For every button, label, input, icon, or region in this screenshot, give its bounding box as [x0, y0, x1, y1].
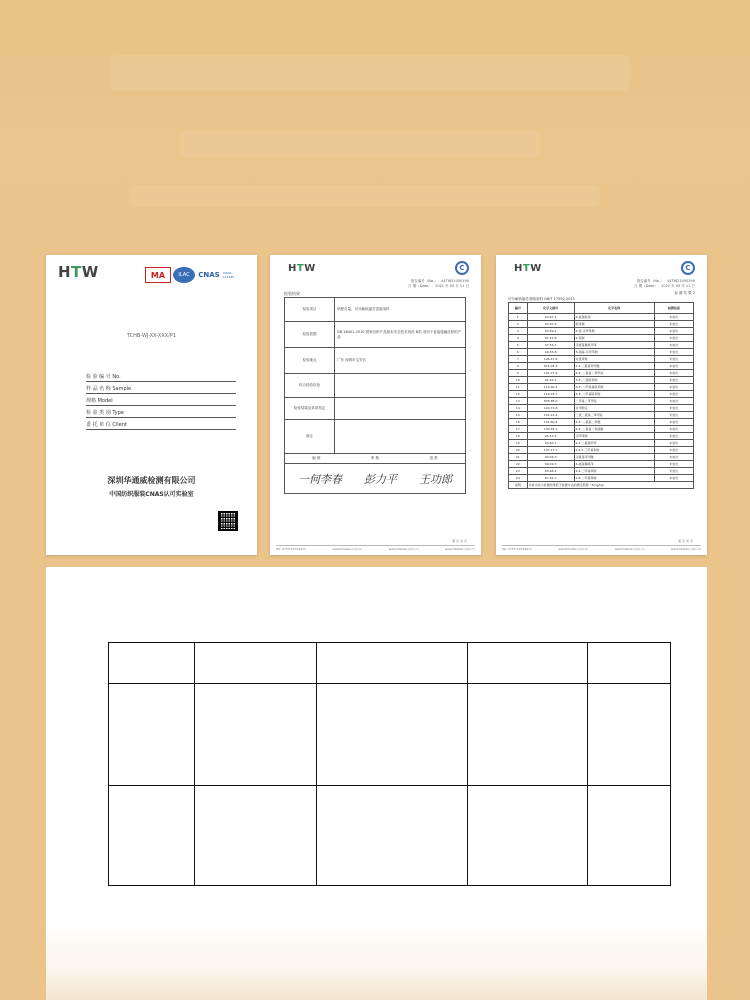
table-cell: 2: [509, 321, 528, 328]
hero-background: [0, 0, 750, 250]
hero-ghost-block: [130, 185, 600, 207]
hero-ghost-block: [110, 55, 630, 91]
table-cell: 101-80-4: [527, 419, 574, 426]
table-cell: 未检出: [654, 419, 693, 426]
table-cell: 95-68-1: [527, 468, 574, 475]
table-row: [509, 356, 694, 363]
table-cell: 92-67-1: [527, 314, 574, 321]
table-cell: [588, 684, 671, 786]
sign-label: 编 制: [312, 456, 321, 460]
table-cell: 未检出: [654, 440, 693, 447]
footer-item: Tel: 0755-29744471: [276, 547, 306, 551]
hero-ghost-block: [180, 130, 540, 158]
field-report-no: 检 验 编 号 No.: [86, 373, 236, 382]
table-cell: 11: [509, 384, 528, 391]
footer-item: www.htwlab.com.cn: [332, 547, 363, 551]
table-cell: 未检出: [654, 314, 693, 321]
signature: 王功郎: [419, 472, 452, 486]
footer-item: www.htwlab.com.cn: [670, 547, 701, 551]
table-row: [109, 786, 671, 886]
table-cell: 139-65-1: [527, 426, 574, 433]
table-cell: 未检出: [654, 391, 693, 398]
note-label: 说明: [509, 482, 528, 489]
table-cell: [195, 786, 317, 886]
table-cell: 4,4'-二氨基二苯硫醚: [574, 426, 654, 433]
table-cell: 8: [509, 363, 528, 370]
report-number: 报告编号（No.）：44TW21050190: [636, 279, 695, 283]
table-cell: 97-56-3: [527, 342, 574, 349]
table-cell: 101-77-9: [527, 370, 574, 377]
cell-value: GB 18401-2010 国家纺织产品基本安全技术规范 B类 适用于直接接触皮肤的产品: [335, 322, 466, 348]
table-cell: 未检出: [654, 384, 693, 391]
table-cell: 联苯胺: [574, 321, 654, 328]
field-sample-name: 样 品 名 称 Sample: [86, 385, 236, 394]
table-cell: 未检出: [654, 321, 693, 328]
table-cell: 未检出: [654, 342, 693, 349]
header-cell: [317, 643, 468, 684]
table-cell: 2,4-二氨基甲苯: [574, 440, 654, 447]
table-cell: [195, 684, 317, 786]
table-row: [509, 349, 694, 356]
table-cell: 95-80-7: [527, 440, 574, 447]
table-row: [509, 391, 694, 398]
report-number: 报告编号（No.）：44TW21050190: [410, 279, 469, 283]
table-cell: 91-94-1: [527, 377, 574, 384]
table-row: [509, 398, 694, 405]
table-cell: 19: [509, 440, 528, 447]
table-row: [509, 454, 694, 461]
certification-logos: [145, 267, 245, 283]
signature: 彭力平: [364, 472, 397, 486]
cell-label: 检验依据: [285, 322, 335, 348]
sign-label: 批 准: [429, 456, 438, 460]
table-cell: 60-09-3: [527, 461, 574, 468]
table-cell: 92-87-5: [527, 321, 574, 328]
footer-item: Tel: 0755-29744471: [502, 547, 532, 551]
results-table-body: [509, 314, 694, 482]
table-cell: 5-硝基-邻甲苯胺: [574, 349, 654, 356]
sign-label-row: [285, 454, 466, 464]
table-cell: 未检出: [654, 370, 693, 377]
table-cell: 4-氨基联苯: [574, 314, 654, 321]
table-cell: 2,4,5-三甲基苯胺: [574, 447, 654, 454]
bottom-fade: [46, 920, 707, 1000]
table-cell: 20: [509, 447, 528, 454]
report-date: 日 期（Date）：2021 年 05 月 11 日: [634, 284, 695, 288]
table-row: [509, 440, 694, 447]
table-cell: 95-69-2: [527, 328, 574, 335]
cell-value: [335, 374, 466, 398]
table-cell: 未检出: [654, 433, 693, 440]
table-row: [509, 433, 694, 440]
column-header: 化学文摘号: [527, 303, 574, 314]
table-row: [509, 461, 694, 468]
company-name: 深圳华通威检测有限公司: [107, 476, 196, 485]
field-test-type: 检 验 类 别 Type: [86, 409, 236, 418]
sign-label: 审 核: [370, 456, 380, 460]
field-model: 规格 Model: [86, 397, 236, 406]
report-meta: [634, 279, 695, 289]
table-cell: 二氯二氨基二苯甲烷: [574, 412, 654, 419]
note-text: 未检出表示检测结果低于检测方法的测定低限（5mg/kg）: [527, 482, 693, 489]
table-cell: 106-47-8: [527, 356, 574, 363]
table-row: [509, 342, 694, 349]
table-cell: 未检出: [654, 335, 693, 342]
table-header-row: [109, 643, 671, 684]
table-cell: 2-萘胺: [574, 335, 654, 342]
cell-label: 备注: [285, 420, 335, 454]
table-row: [509, 405, 694, 412]
table-cell: 未检出: [654, 405, 693, 412]
table-row: [509, 412, 694, 419]
table-cell: 120-71-8: [527, 405, 574, 412]
table-cell: 6: [509, 349, 528, 356]
table-cell: 24: [509, 475, 528, 482]
report-meta: [408, 279, 469, 289]
table-cell: 邻氨基偶氮甲苯: [574, 342, 654, 349]
table-cell: 119-90-4: [527, 384, 574, 391]
table-cell: 14: [509, 405, 528, 412]
footer-item: www.htwlab.com.cn: [388, 547, 419, 551]
table-cell: 23: [509, 468, 528, 475]
results-heading: 检 测 结 果 2: [674, 291, 695, 295]
table-cell: 未检出: [654, 468, 693, 475]
summary-table: [284, 297, 466, 494]
cell-label: 检验地点: [285, 348, 335, 374]
table-row: [509, 447, 694, 454]
table-row: [109, 684, 671, 786]
table-cell: 95-53-4: [527, 433, 574, 440]
table-cell: 未检出: [654, 475, 693, 482]
table-cell: 21: [509, 454, 528, 461]
table-cell: 未检出: [654, 363, 693, 370]
table-cell: 99-55-8: [527, 349, 574, 356]
field-client: 委 托 单 位 Client: [86, 421, 236, 430]
table-cell: 91-59-8: [527, 335, 574, 342]
page-footer: [276, 545, 475, 551]
table-row: [509, 370, 694, 377]
page-number: 第 页 共 页: [452, 539, 467, 543]
table-cell: 4: [509, 335, 528, 342]
table-cell: 101-14-4: [527, 412, 574, 419]
cell-value: 甲醛含量、可分解致癌芳香胺染料: [335, 298, 466, 322]
section-heading: 检验结果: [284, 291, 300, 296]
cma-logo: MA: [145, 267, 171, 283]
table-cell: 7: [509, 356, 528, 363]
cell-value: [335, 420, 466, 454]
table-cell: 4-氨基偶氮苯: [574, 461, 654, 468]
cell-label: 综合检验结论: [285, 374, 335, 398]
header-cell: [109, 643, 195, 684]
main-panel: [46, 567, 707, 1000]
table-cell: 15: [509, 412, 528, 419]
signature-row: [285, 464, 466, 494]
table-cell: 10: [509, 377, 528, 384]
table-cell: 22: [509, 461, 528, 468]
column-header: 化学名称: [574, 303, 654, 314]
table-cell: 未检出: [654, 412, 693, 419]
table-cell: 3,3'-二氯联苯胺: [574, 377, 654, 384]
table-cell: 3: [509, 328, 528, 335]
table-cell: [317, 684, 468, 786]
company-lab-name: 中国纺织服装CNAS认可实验室: [109, 491, 194, 498]
table-cell: 2,4-二氨基苯甲醚: [574, 363, 654, 370]
table-cell: 3,3'-二甲基联苯胺: [574, 391, 654, 398]
table-row: [509, 314, 694, 321]
table-row: [509, 468, 694, 475]
cell-label: 检验项目: [285, 298, 335, 322]
table-cell: 2,6-二甲基苯胺: [574, 475, 654, 482]
table-cell: 12: [509, 391, 528, 398]
cert-number-text: CNAS L12345: [223, 271, 235, 279]
table-cell: 未检出: [654, 328, 693, 335]
report-date: 日 期（Date）：2021 年 05 月 11 日: [408, 284, 469, 288]
page-footer: [502, 545, 701, 551]
table-row: [509, 335, 694, 342]
qr-code-icon: [218, 511, 238, 531]
table-cell: [317, 786, 468, 886]
table-cell: [468, 684, 588, 786]
ilac-mra-logo: ILAC: [173, 267, 195, 283]
table-cell: 未检出: [654, 447, 693, 454]
comparison-table: [108, 642, 671, 886]
table-cell: 未检出: [654, 461, 693, 468]
table-row: [509, 328, 694, 335]
certification-badge-icon: C: [681, 261, 695, 275]
header-cell: [588, 643, 671, 684]
table-cell: 2,4-二甲基苯胺: [574, 468, 654, 475]
table-row: [509, 363, 694, 370]
table-cell: [468, 786, 588, 886]
table-cell: 未检出: [654, 454, 693, 461]
cnas-logo: CNAS: [198, 271, 220, 279]
table-cell: 615-05-4: [527, 363, 574, 370]
table-cell: 87-62-7: [527, 475, 574, 482]
table-cell: 对甲酚定: [574, 405, 654, 412]
table-cell: 18: [509, 433, 528, 440]
certification-badge-icon: C: [455, 261, 469, 275]
table-cell: 4,4'-二氨基二苯甲烷: [574, 370, 654, 377]
column-header: 编号: [509, 303, 528, 314]
table-cell: 二甲基二苯甲烷: [574, 398, 654, 405]
footer-item: www.htwlab.com.cn: [614, 547, 645, 551]
table-cell: 4-氯-邻甲苯胺: [574, 328, 654, 335]
table-cell: 未检出: [654, 377, 693, 384]
cell-value: [335, 398, 466, 420]
table-cell: 对氯苯胺: [574, 356, 654, 363]
table-cell: 邻甲苯胺: [574, 433, 654, 440]
table-cell: 未检出: [654, 349, 693, 356]
table-cell: 9: [509, 370, 528, 377]
table-cell: 16: [509, 419, 528, 426]
column-header: 检测结果: [654, 303, 693, 314]
footer-item: www.htwlab.com.cn: [444, 547, 475, 551]
footer-item: www.htwlab.com.cn: [558, 547, 589, 551]
table-cell: 未检出: [654, 426, 693, 433]
htw-logo: HTW: [514, 263, 542, 274]
cell-value: 广东 深圳市宝安区: [335, 348, 466, 374]
report-results-page: [496, 255, 707, 555]
cell-label: 检验结果及单项判定: [285, 398, 335, 420]
table-cell: 17: [509, 426, 528, 433]
table-cell: 3,3'-二甲氧基联苯胺: [574, 384, 654, 391]
htw-logo: HTW: [288, 263, 316, 274]
table-cell: [588, 786, 671, 886]
report-summary-page: [270, 255, 481, 555]
table-row: [509, 377, 694, 384]
table-title: 可分解致癌芳香胺染料 GB/T 17592-2011: [508, 297, 575, 301]
header-cell: [195, 643, 317, 684]
report-code: TCHB-WJ-XX-XXX/P1: [126, 333, 177, 339]
table-cell: 119-93-7: [527, 391, 574, 398]
report-cover-page: [46, 255, 257, 555]
htw-logo: HTW: [58, 263, 99, 281]
table-cell: 13: [509, 398, 528, 405]
table-row: [509, 419, 694, 426]
header-cell: [468, 643, 588, 684]
table-cell: 1: [509, 314, 528, 321]
signature: 一何李春: [298, 472, 342, 486]
table-cell: 邻氨基苯甲醚: [574, 454, 654, 461]
table-cell: 838-88-0: [527, 398, 574, 405]
table-row: [509, 475, 694, 482]
table-cell: [109, 684, 195, 786]
table-cell: [109, 786, 195, 886]
table-cell: 90-04-0: [527, 454, 574, 461]
table-cell: 5: [509, 342, 528, 349]
table-cell: 4,4'-二氨基二苯醚: [574, 419, 654, 426]
table-row: [509, 321, 694, 328]
table-cell: 未检出: [654, 398, 693, 405]
results-table: [508, 302, 694, 489]
table-cell: 137-17-7: [527, 447, 574, 454]
page-number: 第 页 共 页: [678, 539, 693, 543]
table-cell: 未检出: [654, 356, 693, 363]
table-row: [509, 426, 694, 433]
table-row: [509, 384, 694, 391]
